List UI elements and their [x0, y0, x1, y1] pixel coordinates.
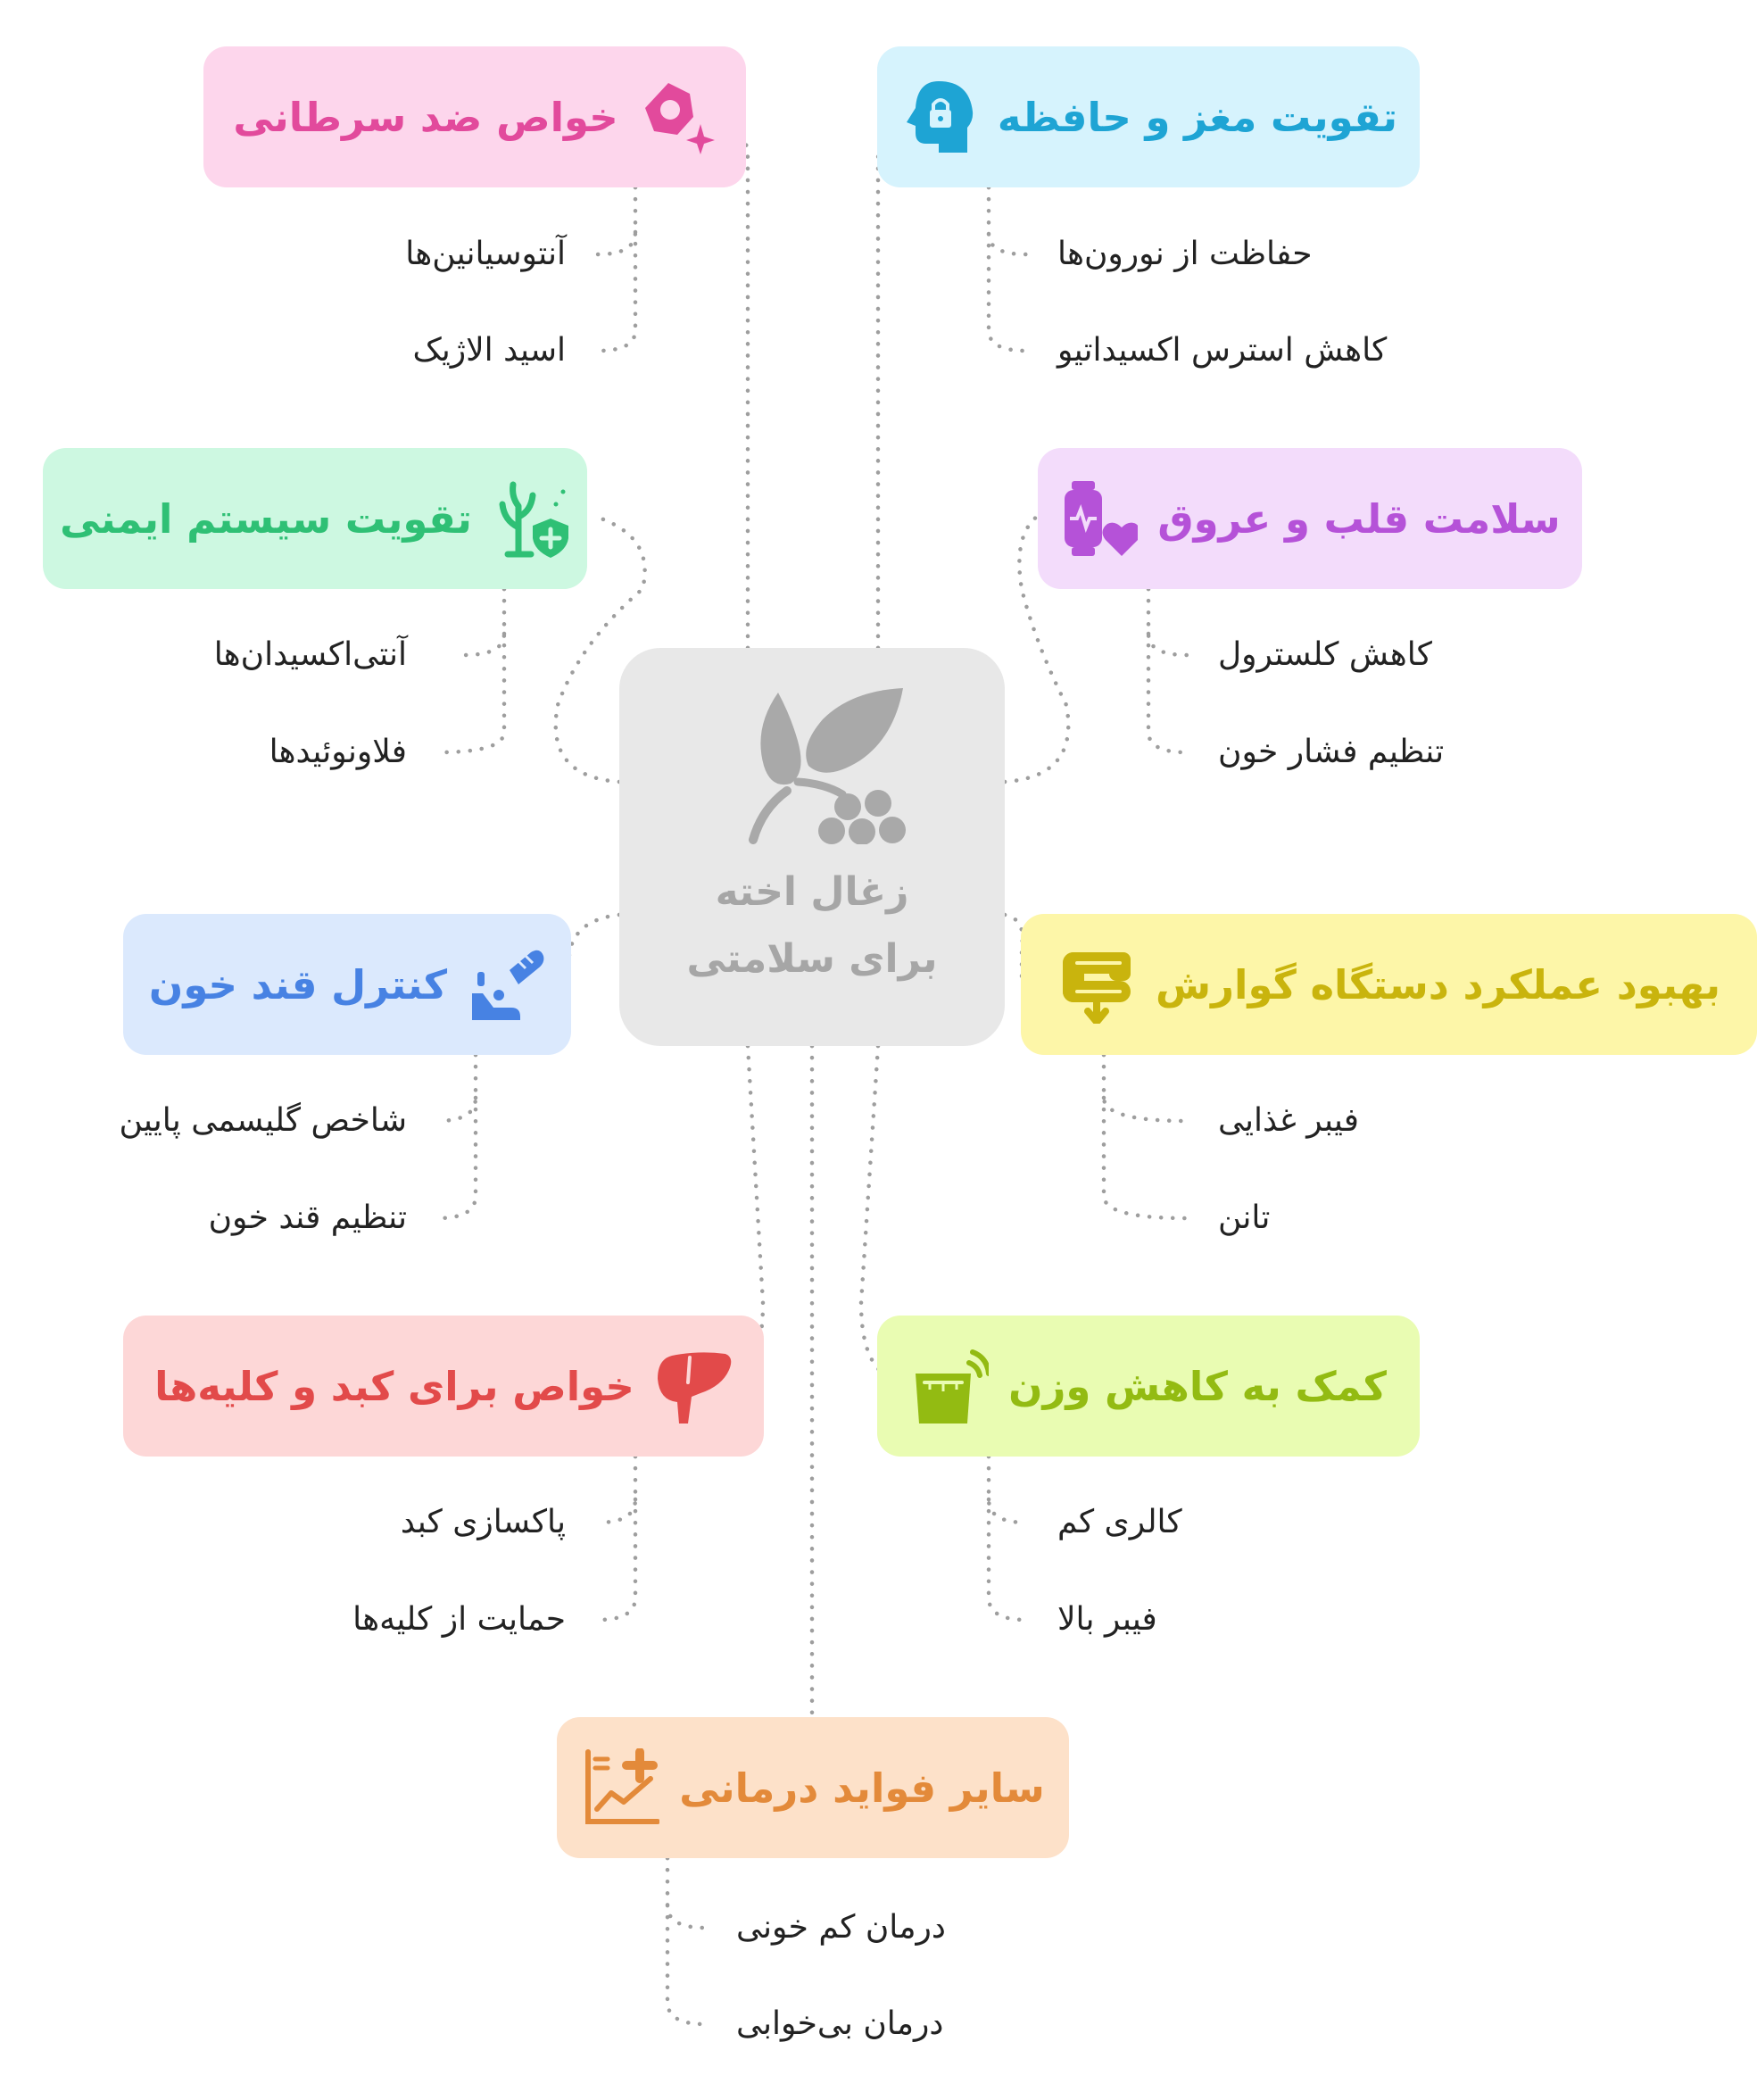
head-lock-icon	[899, 78, 978, 156]
topic-heart-title: سلامت قلب و عروق	[1157, 494, 1561, 543]
topic-weight-title: کمک به کاهش وزن	[1008, 1362, 1387, 1410]
other-item-2: درمان بی‌خوابی	[736, 2005, 944, 2042]
topic-cancer[interactable]	[203, 46, 746, 187]
link-heart-items	[1148, 589, 1187, 752]
link-center-digestion	[1005, 915, 1023, 982]
topic-brain[interactable]	[877, 46, 1420, 187]
liver-icon	[654, 1347, 733, 1425]
intestine-icon	[1057, 945, 1136, 1024]
link-cancer-items	[598, 187, 635, 351]
heart-watch-icon	[1059, 479, 1138, 558]
plant-shield-icon	[492, 479, 570, 558]
center-title-line1: زغال اخته	[715, 869, 909, 915]
topic-liver[interactable]	[123, 1316, 764, 1457]
heart-item-2: تنظیم فشار خون	[1218, 734, 1445, 770]
center-title-line2: برای سلامتی	[686, 936, 938, 982]
topic-sugar[interactable]	[123, 914, 571, 1055]
cell-sparkle-icon	[638, 78, 717, 156]
center-title	[619, 859, 1005, 992]
liver-item-1: پاکسازی کبد	[400, 1504, 566, 1540]
link-center-cancer	[714, 116, 748, 648]
immune-item-1: آنتی‌اکسیدان‌ها	[213, 636, 407, 673]
topic-immune-title: تقویت سیستم ایمنی	[60, 494, 472, 543]
weight-item-2: فیبر بالا	[1057, 1601, 1157, 1638]
center-node[interactable]	[619, 648, 1005, 1046]
topic-other-title: سایر فواید درمانی	[679, 1764, 1045, 1812]
topic-immune[interactable]	[43, 448, 587, 589]
cancer-item-2: اسید الاژیک	[412, 332, 566, 369]
topic-heart[interactable]	[1038, 448, 1582, 589]
sugar-item-1: شاخص گلیسمی پایین	[119, 1102, 407, 1139]
topic-cancer-title: خواص ضد سرطانی	[233, 93, 618, 141]
health-chart-icon	[581, 1748, 659, 1827]
digestion-item-1: فیبر غذایی	[1218, 1102, 1359, 1139]
link-digestion-items	[1104, 1055, 1187, 1218]
digestion-item-2: تانن	[1218, 1199, 1271, 1236]
sugar-item-2: تنظیم قند خون	[208, 1199, 407, 1236]
link-brain-items	[989, 187, 1026, 351]
berry-leaf-icon	[744, 684, 914, 844]
weight-item-1: کالری کم	[1057, 1504, 1182, 1540]
link-weight-items	[989, 1457, 1026, 1620]
topic-liver-title: خواص برای کبد و کلیه‌ها	[154, 1362, 634, 1410]
topic-brain-title: تقویت مغز و حافظه	[997, 93, 1398, 141]
cancer-item-1: آنتوسیانین‌ها	[405, 236, 566, 272]
immune-item-2: فلاونوئیدها	[269, 734, 407, 770]
link-sugar-items	[437, 1055, 476, 1218]
link-center-brain	[878, 116, 910, 648]
brain-item-2: کاهش استرس اکسیداتیو	[1057, 332, 1388, 369]
link-other-items	[667, 1858, 705, 2024]
topic-weight[interactable]	[877, 1316, 1420, 1457]
brain-item-1: حفاظت از نورون‌ها	[1057, 236, 1313, 272]
topic-digestion-title: بهبود عملکرد دستگاه گوارش	[1156, 960, 1720, 1008]
smart-scale-icon	[910, 1347, 989, 1425]
topic-sugar-title: کنترل قند خون	[148, 960, 448, 1008]
link-immune-items	[437, 589, 504, 752]
topic-digestion[interactable]	[1021, 914, 1757, 1055]
other-item-1: درمان کم خونی	[736, 1909, 946, 1946]
liver-item-2: حمایت از کلیه‌ها	[352, 1601, 566, 1638]
link-liver-items	[598, 1457, 635, 1620]
glucose-meter-icon	[467, 945, 545, 1024]
topic-other[interactable]	[557, 1717, 1069, 1858]
heart-item-1: کاهش کلسترول	[1218, 636, 1432, 673]
